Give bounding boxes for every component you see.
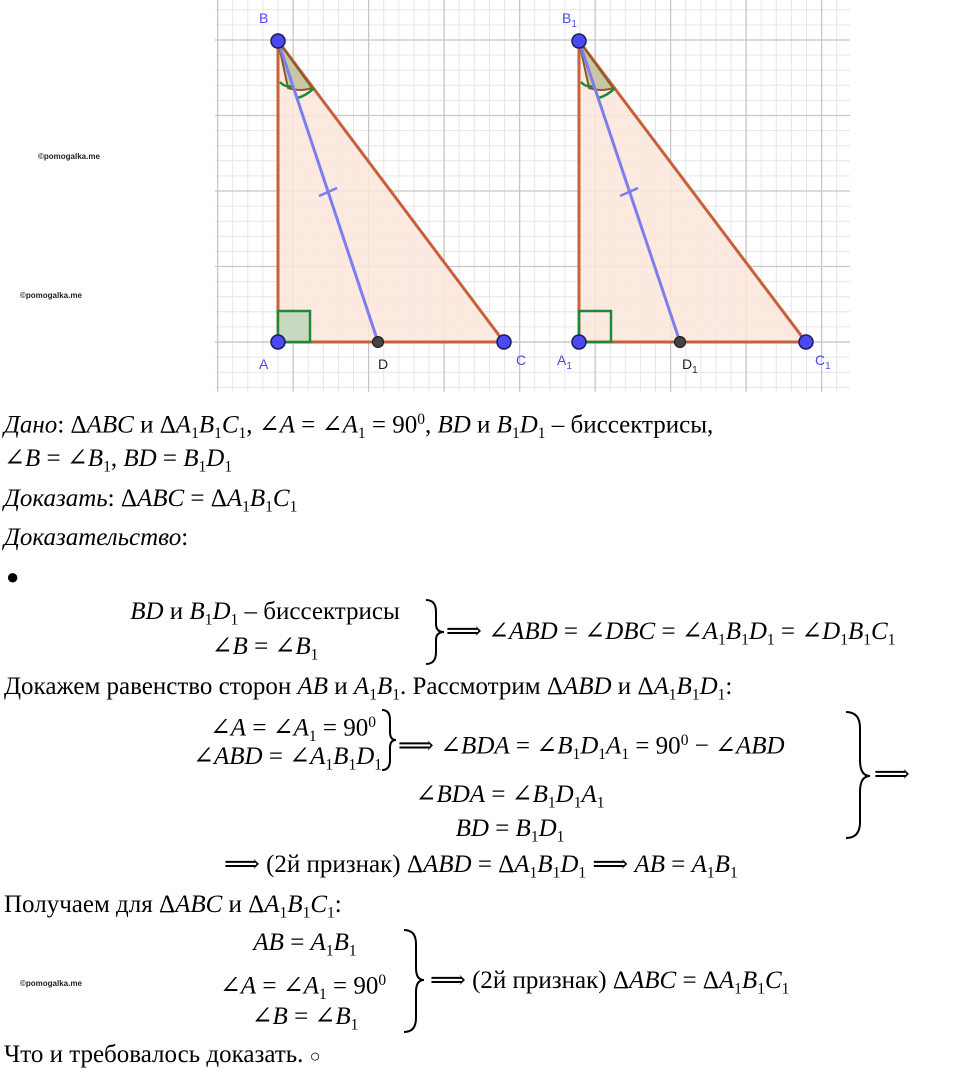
point-a1 bbox=[572, 335, 586, 349]
get-for-line: Получаем для ΔABC и $\Delta A_1B_1C_1$: bbox=[4, 891, 342, 922]
given-line-1: Дано: ΔABC и $\Delta A_1B_1C_1$, ∠A = $\angle A_1 = 90^0$, BD и $B_1D_1$ – биссектрисы, bbox=[4, 411, 714, 442]
sys1-line1: BD и $B_1D_1$ – биссектрисы bbox=[130, 598, 400, 629]
point-d bbox=[373, 337, 384, 348]
point-d1 bbox=[675, 337, 686, 348]
label-c1: $C_1$ bbox=[815, 352, 831, 372]
sys3-result: ⟹ (2й признак) $\Delta ABC = \Delta A_1B_1C_1$ bbox=[430, 967, 790, 998]
point-c bbox=[497, 335, 511, 349]
point-b bbox=[271, 34, 285, 48]
sys2-line4: BD = $B_1D_1$ bbox=[455, 815, 565, 846]
bullet: ● bbox=[6, 564, 20, 589]
sys2-result: ⟹ ∠BDA = $\angle B_1D_1A_1 = 90^0$ − ∠ABD bbox=[398, 732, 785, 763]
given-label: Дано bbox=[4, 411, 58, 439]
sys2-line2: ∠ABD = $\angle A_1B_1D_1$ bbox=[193, 743, 382, 774]
proof-label: Доказательство: bbox=[4, 524, 189, 551]
sys3-line3: ∠B = $\angle B_1$ bbox=[251, 1003, 359, 1034]
sys2-implies: ⟹ bbox=[874, 761, 910, 788]
label-c: C bbox=[516, 352, 527, 368]
label-a1: $A_1$ bbox=[557, 352, 572, 372]
point-c1 bbox=[799, 335, 813, 349]
sys2-line3: ∠BDA = $\angle B_1D_1A_1$ bbox=[415, 781, 605, 812]
label-b: B bbox=[259, 10, 269, 26]
sys2-line1: ∠A = $\angle A_1 = 90^0$ bbox=[209, 714, 376, 745]
point-b1 bbox=[572, 34, 586, 48]
prove-line: Доказать: $\Delta ABC = \Delta A_1B_1C_1$ bbox=[4, 485, 298, 516]
sys3-line1: AB = $A_1B_1$ bbox=[253, 929, 357, 960]
qed-line: Что и требовалось доказать. ○ bbox=[4, 1041, 321, 1068]
given-line-2: ∠B = $\angle B_1$, BD = $B_1D_1$ bbox=[4, 445, 233, 476]
watermark: ©pomogalka.me bbox=[20, 979, 82, 988]
label-d1: $D_1$ bbox=[682, 356, 698, 376]
label-b1: $B_1$ bbox=[562, 10, 577, 30]
watermark: ©pomogalka.me bbox=[38, 152, 100, 161]
sys1-line2: ∠B = $\angle B_1$ bbox=[211, 633, 319, 664]
label-d: D bbox=[378, 356, 389, 372]
sys1-result: ⟹ ∠ABD = ∠DBC = $\angle A_1B_1D_1$ = $\angle D_1B_1C_1$ bbox=[446, 618, 896, 649]
conclusion-line: ⟹ (2й признак) $\Delta ABD = \Delta A_1B_1D_1$ ⟹ AB = $A_1B_1$ bbox=[224, 851, 738, 882]
point-a bbox=[271, 335, 285, 349]
prove-sides-line: Докажем равенство сторон AB и $A_1B_1$. Рассмотрим ΔABD и $\Delta A_1B_1D_1$: bbox=[4, 673, 733, 704]
geometry-figure bbox=[0, 0, 960, 400]
label-a: A bbox=[259, 356, 269, 372]
sys3-line2: ∠A = $\angle A_1 = 90^0$ bbox=[219, 972, 387, 1003]
watermark: ©pomogalka.me bbox=[20, 291, 82, 300]
